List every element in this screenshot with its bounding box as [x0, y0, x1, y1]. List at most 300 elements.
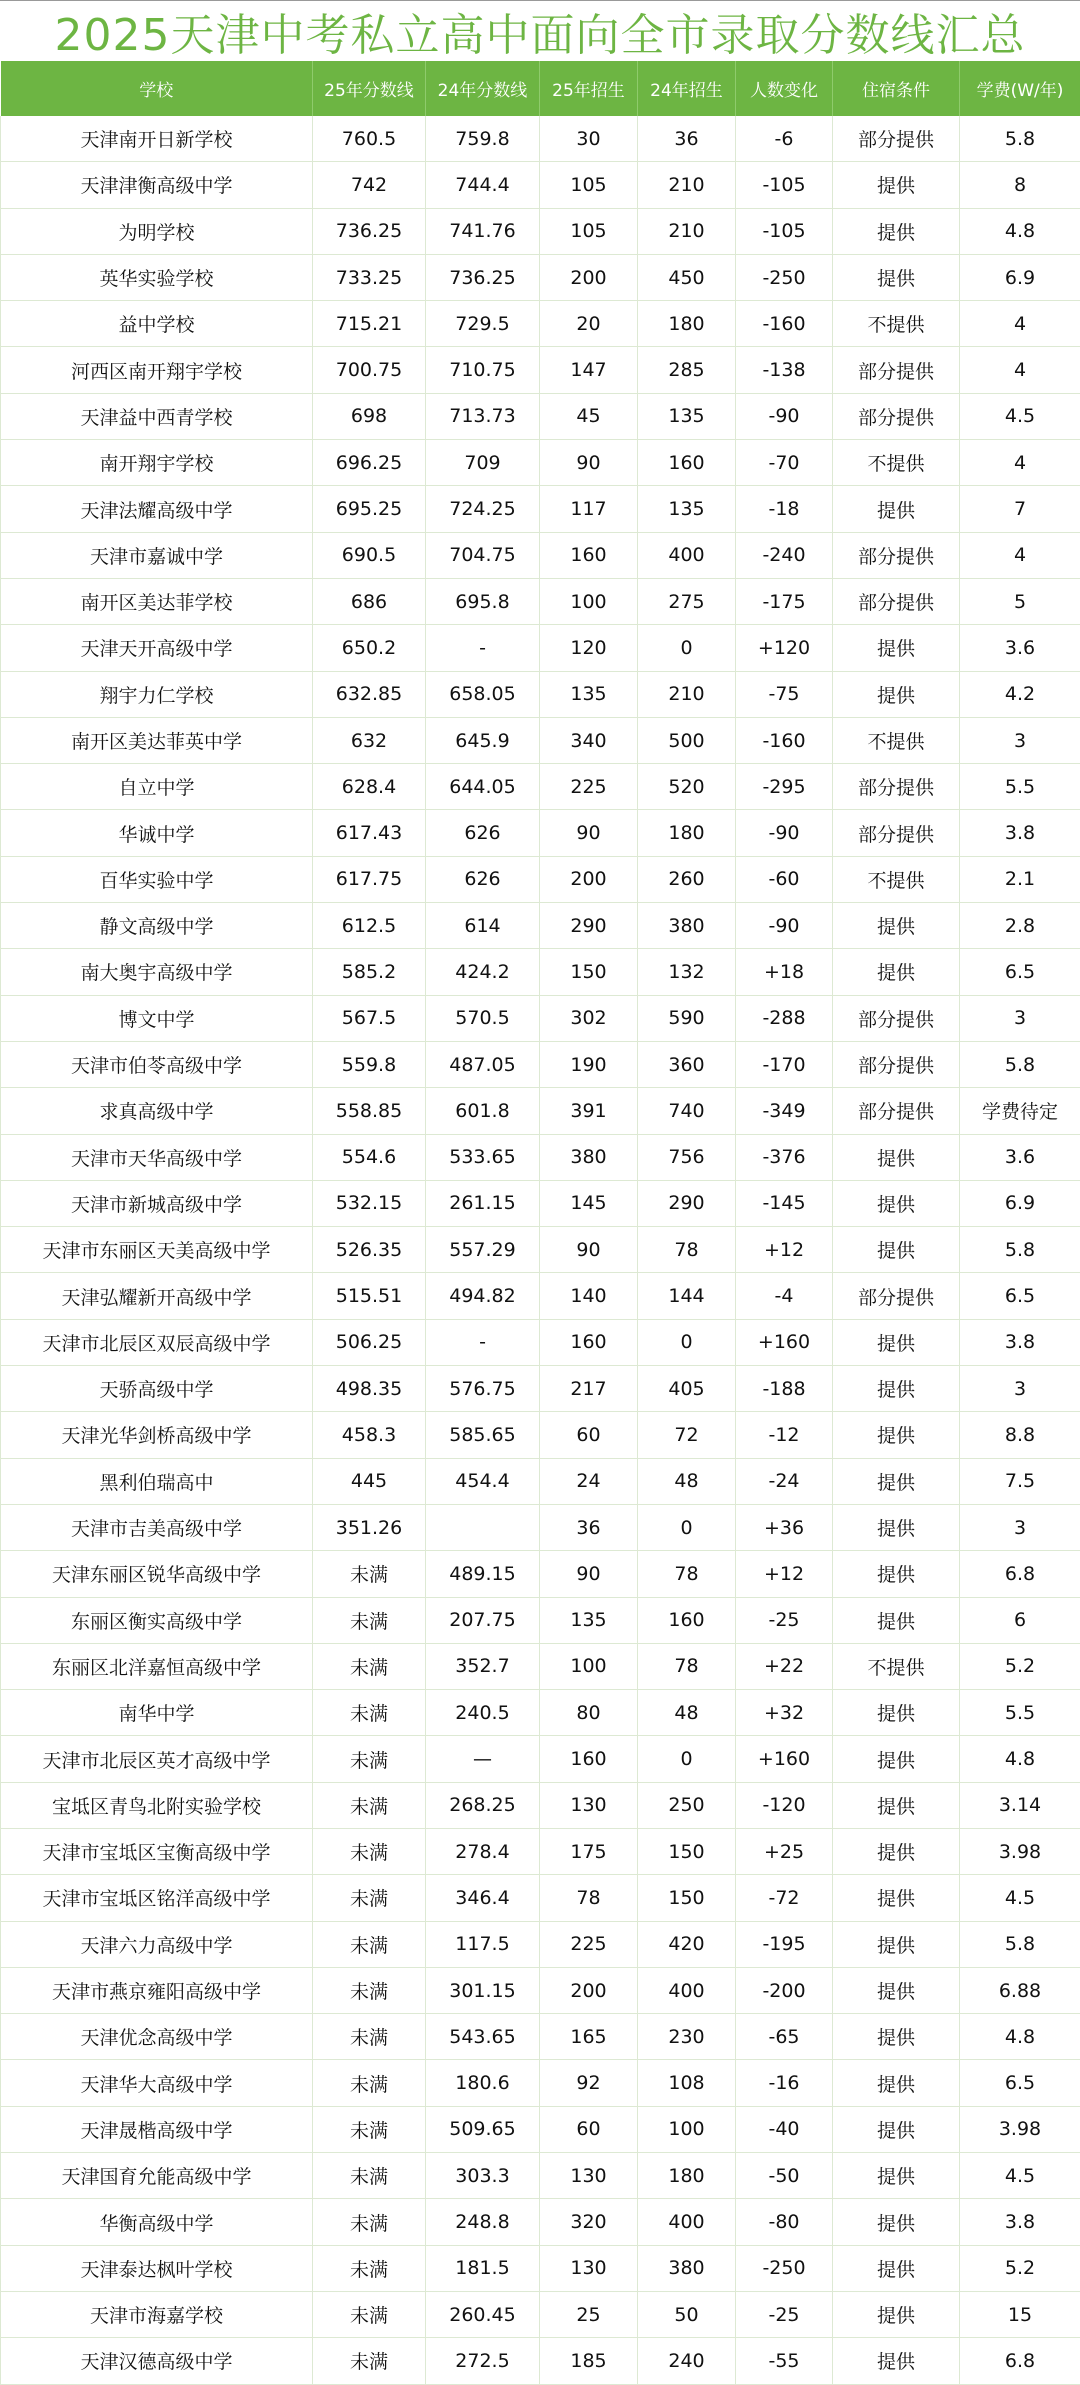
- cell-score-2024: 644.05: [426, 764, 540, 810]
- cell-enroll-2024: 132: [638, 949, 736, 995]
- cell-boarding: 提供: [833, 1782, 960, 1828]
- cell-boarding: 提供: [833, 2014, 960, 2060]
- table-header-row: [1, 61, 1080, 116]
- cell-boarding: 提供: [833, 162, 960, 208]
- cell-tuition: 8.8: [960, 1412, 1080, 1458]
- cell-boarding: 提供: [833, 2199, 960, 2245]
- table-row: [1, 2291, 1080, 2337]
- cell-boarding: 提供: [833, 2338, 960, 2384]
- cell-tuition: 15: [960, 2291, 1080, 2337]
- cell-score-2024: 658.05: [426, 671, 540, 717]
- cell-enroll-change: +32: [736, 1690, 833, 1736]
- cell-score-2025: 未满: [313, 1828, 426, 1874]
- cell-enroll-2024: 450: [638, 254, 736, 300]
- cell-boarding: 部分提供: [833, 532, 960, 578]
- cell-tuition: 6.88: [960, 1967, 1080, 2013]
- cell-enroll-2024: 405: [638, 1366, 736, 1412]
- cell-tuition: 学费待定: [960, 1088, 1080, 1134]
- table-row: [1, 2014, 1080, 2060]
- cell-school: 天津法耀高级中学: [1, 486, 313, 532]
- cell-tuition: 5.8: [960, 1921, 1080, 1967]
- table-row: [1, 532, 1080, 578]
- table-row: [1, 625, 1080, 671]
- cell-score-2025: 559.8: [313, 1041, 426, 1087]
- cell-score-2025: 未满: [313, 1782, 426, 1828]
- cell-enroll-2024: 36: [638, 116, 736, 162]
- cell-score-2024: 709: [426, 440, 540, 486]
- cell-tuition: 5.5: [960, 764, 1080, 810]
- column-header-score-2024: 24年分数线: [426, 61, 540, 116]
- cell-school: 天津国育允能高级中学: [1, 2153, 313, 2199]
- cell-score-2024: 744.4: [426, 162, 540, 208]
- table-row: [1, 2245, 1080, 2291]
- page-title: 2025天津中考私立高中面向全市录取分数线汇总: [0, 0, 1080, 61]
- cell-boarding: 提供: [833, 1227, 960, 1273]
- cell-enroll-2024: 275: [638, 578, 736, 624]
- cell-boarding: 提供: [833, 671, 960, 717]
- table-row: [1, 578, 1080, 624]
- cell-score-2024: 261.15: [426, 1180, 540, 1226]
- cell-school: 天津市天华高级中学: [1, 1134, 313, 1180]
- cell-score-2024: 645.9: [426, 717, 540, 763]
- cell-enroll-2025: 140: [540, 1273, 638, 1319]
- cell-school: 河西区南开翔宇学校: [1, 347, 313, 393]
- cell-school: 南华中学: [1, 1690, 313, 1736]
- cell-tuition: 4.5: [960, 2153, 1080, 2199]
- cell-tuition: 7.5: [960, 1458, 1080, 1504]
- cell-score-2025: 未满: [313, 1967, 426, 2013]
- cell-tuition: 5.2: [960, 1643, 1080, 1689]
- cell-school: 华诚中学: [1, 810, 313, 856]
- cell-school: 南大奥宇高级中学: [1, 949, 313, 995]
- cell-enroll-change: -105: [736, 162, 833, 208]
- cell-score-2024: 710.75: [426, 347, 540, 393]
- table-row: [1, 1180, 1080, 1226]
- cell-tuition: 6.5: [960, 949, 1080, 995]
- cell-boarding: 提供: [833, 1412, 960, 1458]
- cell-enroll-2024: 78: [638, 1643, 736, 1689]
- table-row: [1, 254, 1080, 300]
- cell-score-2025: 617.75: [313, 856, 426, 902]
- cell-boarding: 提供: [833, 1736, 960, 1782]
- table-row: [1, 1458, 1080, 1504]
- cell-enroll-2025: 105: [540, 162, 638, 208]
- cell-enroll-2025: 135: [540, 671, 638, 717]
- cell-boarding: 提供: [833, 208, 960, 254]
- cell-boarding: 提供: [833, 1134, 960, 1180]
- cell-score-2025: 未满: [313, 2245, 426, 2291]
- cell-enroll-change: +12: [736, 1551, 833, 1597]
- cell-score-2024: 533.65: [426, 1134, 540, 1180]
- cell-school: 天骄高级中学: [1, 1366, 313, 1412]
- table-row: [1, 1134, 1080, 1180]
- cell-boarding: 部分提供: [833, 810, 960, 856]
- cell-boarding: 提供: [833, 949, 960, 995]
- cell-boarding: 提供: [833, 1690, 960, 1736]
- cell-score-2024: 557.29: [426, 1227, 540, 1273]
- cell-score-2025: 506.25: [313, 1319, 426, 1365]
- cell-enroll-change: -90: [736, 810, 833, 856]
- cell-score-2024: 695.8: [426, 578, 540, 624]
- cell-school: 南开翔宇学校: [1, 440, 313, 486]
- cell-tuition: 4.8: [960, 208, 1080, 254]
- cell-score-2025: 632: [313, 717, 426, 763]
- cell-tuition: 6.8: [960, 1551, 1080, 1597]
- cell-tuition: 3.8: [960, 1319, 1080, 1365]
- cell-enroll-2024: 180: [638, 301, 736, 347]
- cell-enroll-2024: 180: [638, 810, 736, 856]
- cell-score-2024: 207.75: [426, 1597, 540, 1643]
- cell-score-2025: 742: [313, 162, 426, 208]
- cell-school: 天津东丽区锐华高级中学: [1, 1551, 313, 1597]
- cell-boarding: 提供: [833, 1551, 960, 1597]
- cell-enroll-change: -55: [736, 2338, 833, 2384]
- cell-school: 天津益中西青学校: [1, 393, 313, 439]
- cell-enroll-2024: 0: [638, 1736, 736, 1782]
- cell-enroll-2024: 160: [638, 1597, 736, 1643]
- cell-enroll-change: -170: [736, 1041, 833, 1087]
- cell-score-2025: 未满: [313, 2014, 426, 2060]
- cell-enroll-2024: 160: [638, 440, 736, 486]
- cell-tuition: 4.8: [960, 1736, 1080, 1782]
- cell-school: 东丽区北洋嘉恒高级中学: [1, 1643, 313, 1689]
- table-row: [1, 1643, 1080, 1689]
- cell-enroll-change: -70: [736, 440, 833, 486]
- cell-enroll-change: -376: [736, 1134, 833, 1180]
- cell-score-2024: 570.5: [426, 995, 540, 1041]
- cell-score-2024: 303.3: [426, 2153, 540, 2199]
- cell-enroll-2025: 90: [540, 1551, 638, 1597]
- table-row: [1, 1041, 1080, 1087]
- cell-tuition: 3: [960, 1504, 1080, 1550]
- cell-school: 百华实验中学: [1, 856, 313, 902]
- cell-enroll-2024: 48: [638, 1690, 736, 1736]
- table-row: [1, 1366, 1080, 1412]
- cell-enroll-2024: 48: [638, 1458, 736, 1504]
- cell-tuition: 4.5: [960, 1875, 1080, 1921]
- cell-tuition: 5.8: [960, 1227, 1080, 1273]
- cell-boarding: 部分提供: [833, 393, 960, 439]
- cell-tuition: 4.2: [960, 671, 1080, 717]
- cell-enroll-change: -40: [736, 2106, 833, 2152]
- cell-enroll-2025: 25: [540, 2291, 638, 2337]
- cell-score-2025: 567.5: [313, 995, 426, 1041]
- cell-school: 黑利伯瑞高中: [1, 1458, 313, 1504]
- cell-enroll-2024: 420: [638, 1921, 736, 1967]
- cell-enroll-2024: 756: [638, 1134, 736, 1180]
- table-row: [1, 1412, 1080, 1458]
- cell-enroll-2025: 380: [540, 1134, 638, 1180]
- cell-school: 天津华大高级中学: [1, 2060, 313, 2106]
- cell-score-2025: 585.2: [313, 949, 426, 995]
- cell-boarding: 提供: [833, 625, 960, 671]
- cell-school: 东丽区衡实高级中学: [1, 1597, 313, 1643]
- cell-school: 天津弘耀新开高级中学: [1, 1273, 313, 1319]
- cell-tuition: 3: [960, 1366, 1080, 1412]
- cell-tuition: 4: [960, 532, 1080, 578]
- cell-school: 宝坻区青鸟北附实验学校: [1, 1782, 313, 1828]
- column-header-enroll-2024: 24年招生: [638, 61, 736, 116]
- cell-enroll-change: -25: [736, 2291, 833, 2337]
- cell-tuition: 5.8: [960, 1041, 1080, 1087]
- cell-enroll-2025: 200: [540, 254, 638, 300]
- cell-tuition: 5.2: [960, 2245, 1080, 2291]
- table-row: [1, 1921, 1080, 1967]
- cell-enroll-2025: 60: [540, 2106, 638, 2152]
- cell-tuition: 6: [960, 1597, 1080, 1643]
- cell-enroll-2024: 50: [638, 2291, 736, 2337]
- cell-enroll-2025: 150: [540, 949, 638, 995]
- cell-school: 求真高级中学: [1, 1088, 313, 1134]
- cell-boarding: 提供: [833, 2153, 960, 2199]
- cell-enroll-2024: 210: [638, 208, 736, 254]
- cell-score-2024: 248.8: [426, 2199, 540, 2245]
- cell-enroll-2025: 45: [540, 393, 638, 439]
- cell-school: 英华实验学校: [1, 254, 313, 300]
- cell-enroll-change: -188: [736, 1366, 833, 1412]
- table-row: [1, 1319, 1080, 1365]
- cell-boarding: 不提供: [833, 717, 960, 763]
- cell-enroll-change: -145: [736, 1180, 833, 1226]
- cell-enroll-2024: 0: [638, 1319, 736, 1365]
- cell-enroll-2024: 0: [638, 1504, 736, 1550]
- cell-tuition: 6.5: [960, 1273, 1080, 1319]
- cell-enroll-change: -288: [736, 995, 833, 1041]
- cell-boarding: 部分提供: [833, 1041, 960, 1087]
- cell-enroll-2025: 90: [540, 440, 638, 486]
- cell-enroll-2025: 185: [540, 2338, 638, 2384]
- cell-enroll-change: -160: [736, 717, 833, 763]
- cell-school: 自立中学: [1, 764, 313, 810]
- cell-school: 天津市海嘉学校: [1, 2291, 313, 2337]
- cell-score-2024: 494.82: [426, 1273, 540, 1319]
- cell-tuition: 4: [960, 347, 1080, 393]
- cell-school: 天津市北辰区双辰高级中学: [1, 1319, 313, 1365]
- cell-enroll-2025: 20: [540, 301, 638, 347]
- cell-tuition: 4.8: [960, 2014, 1080, 2060]
- table-row: [1, 856, 1080, 902]
- cell-school: 天津优念高级中学: [1, 2014, 313, 2060]
- cell-score-2024: 759.8: [426, 116, 540, 162]
- cell-enroll-change: -175: [736, 578, 833, 624]
- cell-tuition: 4: [960, 301, 1080, 347]
- cell-enroll-2025: 92: [540, 2060, 638, 2106]
- admission-score-table: [0, 61, 1080, 2385]
- cell-school: 翔宇力仁学校: [1, 671, 313, 717]
- cell-score-2025: 未满: [313, 2153, 426, 2199]
- cell-enroll-change: -105: [736, 208, 833, 254]
- cell-score-2024: 601.8: [426, 1088, 540, 1134]
- table-row: [1, 2106, 1080, 2152]
- cell-enroll-change: +12: [736, 1227, 833, 1273]
- cell-enroll-change: -4: [736, 1273, 833, 1319]
- cell-score-2024: -: [426, 625, 540, 671]
- cell-tuition: 2.8: [960, 903, 1080, 949]
- cell-boarding: 提供: [833, 1180, 960, 1226]
- table-row: [1, 301, 1080, 347]
- cell-enroll-change: -6: [736, 116, 833, 162]
- cell-enroll-2024: 260: [638, 856, 736, 902]
- cell-tuition: 3.6: [960, 1134, 1080, 1180]
- cell-enroll-2025: 160: [540, 532, 638, 578]
- cell-boarding: 提供: [833, 2245, 960, 2291]
- table-row: [1, 1736, 1080, 1782]
- column-header-score-2025: 25年分数线: [313, 61, 426, 116]
- cell-boarding: 部分提供: [833, 578, 960, 624]
- cell-score-2025: 686: [313, 578, 426, 624]
- cell-score-2024: 268.25: [426, 1782, 540, 1828]
- cell-enroll-2025: 290: [540, 903, 638, 949]
- cell-boarding: 不提供: [833, 1643, 960, 1689]
- table-row: [1, 393, 1080, 439]
- cell-score-2024: 543.65: [426, 2014, 540, 2060]
- cell-score-2025: 未满: [313, 2199, 426, 2245]
- cell-enroll-change: -50: [736, 2153, 833, 2199]
- cell-score-2025: 628.4: [313, 764, 426, 810]
- table-body: [1, 116, 1080, 2384]
- table-row: [1, 347, 1080, 393]
- cell-score-2025: 未满: [313, 1921, 426, 1967]
- cell-enroll-2025: 147: [540, 347, 638, 393]
- cell-tuition: 3.98: [960, 1828, 1080, 1874]
- cell-school: 为明学校: [1, 208, 313, 254]
- cell-enroll-change: -200: [736, 1967, 833, 2013]
- cell-school: 天津晟楷高级中学: [1, 2106, 313, 2152]
- table-row: [1, 1828, 1080, 1874]
- cell-enroll-change: +160: [736, 1736, 833, 1782]
- cell-enroll-2025: 320: [540, 2199, 638, 2245]
- table-row: [1, 1967, 1080, 2013]
- cell-score-2024: —: [426, 1736, 540, 1782]
- cell-score-2025: 690.5: [313, 532, 426, 578]
- cell-boarding: 部分提供: [833, 347, 960, 393]
- cell-score-2024: 424.2: [426, 949, 540, 995]
- cell-tuition: 4.5: [960, 393, 1080, 439]
- cell-enroll-2024: 290: [638, 1180, 736, 1226]
- cell-score-2025: 未满: [313, 2338, 426, 2384]
- cell-enroll-2025: 100: [540, 578, 638, 624]
- table-row: [1, 2199, 1080, 2245]
- table-row: [1, 764, 1080, 810]
- cell-score-2025: 532.15: [313, 1180, 426, 1226]
- cell-enroll-2025: 24: [540, 1458, 638, 1504]
- cell-enroll-2024: 108: [638, 2060, 736, 2106]
- cell-enroll-change: -250: [736, 254, 833, 300]
- cell-boarding: 不提供: [833, 856, 960, 902]
- cell-score-2024: 487.05: [426, 1041, 540, 1087]
- table-row: [1, 1273, 1080, 1319]
- cell-score-2025: 未满: [313, 2106, 426, 2152]
- cell-school: 天津市宝坻区宝衡高级中学: [1, 1828, 313, 1874]
- cell-enroll-change: -240: [736, 532, 833, 578]
- cell-enroll-2024: 285: [638, 347, 736, 393]
- table-row: [1, 810, 1080, 856]
- table-row: [1, 717, 1080, 763]
- cell-enroll-change: -349: [736, 1088, 833, 1134]
- table-row: [1, 1875, 1080, 1921]
- cell-score-2025: 未满: [313, 1736, 426, 1782]
- cell-tuition: 7: [960, 486, 1080, 532]
- cell-boarding: 部分提供: [833, 995, 960, 1041]
- cell-enroll-2024: 150: [638, 1828, 736, 1874]
- column-header-enroll-change: 人数变化: [736, 61, 833, 116]
- cell-enroll-change: -160: [736, 301, 833, 347]
- cell-enroll-2024: 380: [638, 903, 736, 949]
- cell-school: 天津市东丽区天美高级中学: [1, 1227, 313, 1273]
- cell-enroll-2025: 60: [540, 1412, 638, 1458]
- table-row: [1, 1690, 1080, 1736]
- cell-enroll-2025: 217: [540, 1366, 638, 1412]
- cell-tuition: 3.8: [960, 2199, 1080, 2245]
- cell-enroll-2025: 340: [540, 717, 638, 763]
- cell-score-2025: 695.25: [313, 486, 426, 532]
- cell-enroll-change: +160: [736, 1319, 833, 1365]
- cell-score-2025: 700.75: [313, 347, 426, 393]
- cell-score-2025: 未满: [313, 1551, 426, 1597]
- cell-enroll-change: -65: [736, 2014, 833, 2060]
- cell-tuition: 4: [960, 440, 1080, 486]
- cell-boarding: 提供: [833, 2106, 960, 2152]
- cell-score-2024: -: [426, 1319, 540, 1365]
- cell-score-2024: 240.5: [426, 1690, 540, 1736]
- cell-enroll-change: -60: [736, 856, 833, 902]
- cell-school: 天津市吉美高级中学: [1, 1504, 313, 1550]
- cell-school: 南开区美达菲英中学: [1, 717, 313, 763]
- cell-boarding: 提供: [833, 1597, 960, 1643]
- column-header-boarding: 住宿条件: [833, 61, 960, 116]
- cell-enroll-2025: 30: [540, 116, 638, 162]
- cell-score-2025: 650.2: [313, 625, 426, 671]
- cell-score-2024: 736.25: [426, 254, 540, 300]
- cell-score-2024: 489.15: [426, 1551, 540, 1597]
- cell-score-2025: 351.26: [313, 1504, 426, 1550]
- table-row: [1, 903, 1080, 949]
- cell-score-2025: 458.3: [313, 1412, 426, 1458]
- cell-enroll-2024: 520: [638, 764, 736, 810]
- cell-enroll-2025: 100: [540, 1643, 638, 1689]
- cell-boarding: 提供: [833, 1504, 960, 1550]
- cell-enroll-change: -80: [736, 2199, 833, 2245]
- cell-enroll-2024: 500: [638, 717, 736, 763]
- cell-enroll-2024: 150: [638, 1875, 736, 1921]
- cell-score-2024: 724.25: [426, 486, 540, 532]
- cell-enroll-change: -16: [736, 2060, 833, 2106]
- cell-school: 天津泰达枫叶学校: [1, 2245, 313, 2291]
- cell-enroll-change: -24: [736, 1458, 833, 1504]
- cell-enroll-2024: 210: [638, 162, 736, 208]
- cell-school: 天津南开日新学校: [1, 116, 313, 162]
- cell-score-2024: 454.4: [426, 1458, 540, 1504]
- cell-boarding: 提供: [833, 1828, 960, 1874]
- cell-enroll-change: -72: [736, 1875, 833, 1921]
- cell-enroll-2025: 105: [540, 208, 638, 254]
- cell-boarding: 部分提供: [833, 1088, 960, 1134]
- cell-enroll-2025: 200: [540, 1967, 638, 2013]
- cell-school: 天津市伯苓高级中学: [1, 1041, 313, 1087]
- cell-score-2025: 554.6: [313, 1134, 426, 1180]
- cell-score-2024: 741.76: [426, 208, 540, 254]
- cell-enroll-2025: 145: [540, 1180, 638, 1226]
- cell-boarding: 提供: [833, 1967, 960, 2013]
- cell-score-2025: 698: [313, 393, 426, 439]
- cell-boarding: 部分提供: [833, 1273, 960, 1319]
- cell-enroll-change: -25: [736, 1597, 833, 1643]
- cell-boarding: 提供: [833, 903, 960, 949]
- cell-boarding: 提供: [833, 2291, 960, 2337]
- cell-score-2024: 117.5: [426, 1921, 540, 1967]
- cell-tuition: 3: [960, 995, 1080, 1041]
- cell-school: 天津市宝坻区铭洋高级中学: [1, 1875, 313, 1921]
